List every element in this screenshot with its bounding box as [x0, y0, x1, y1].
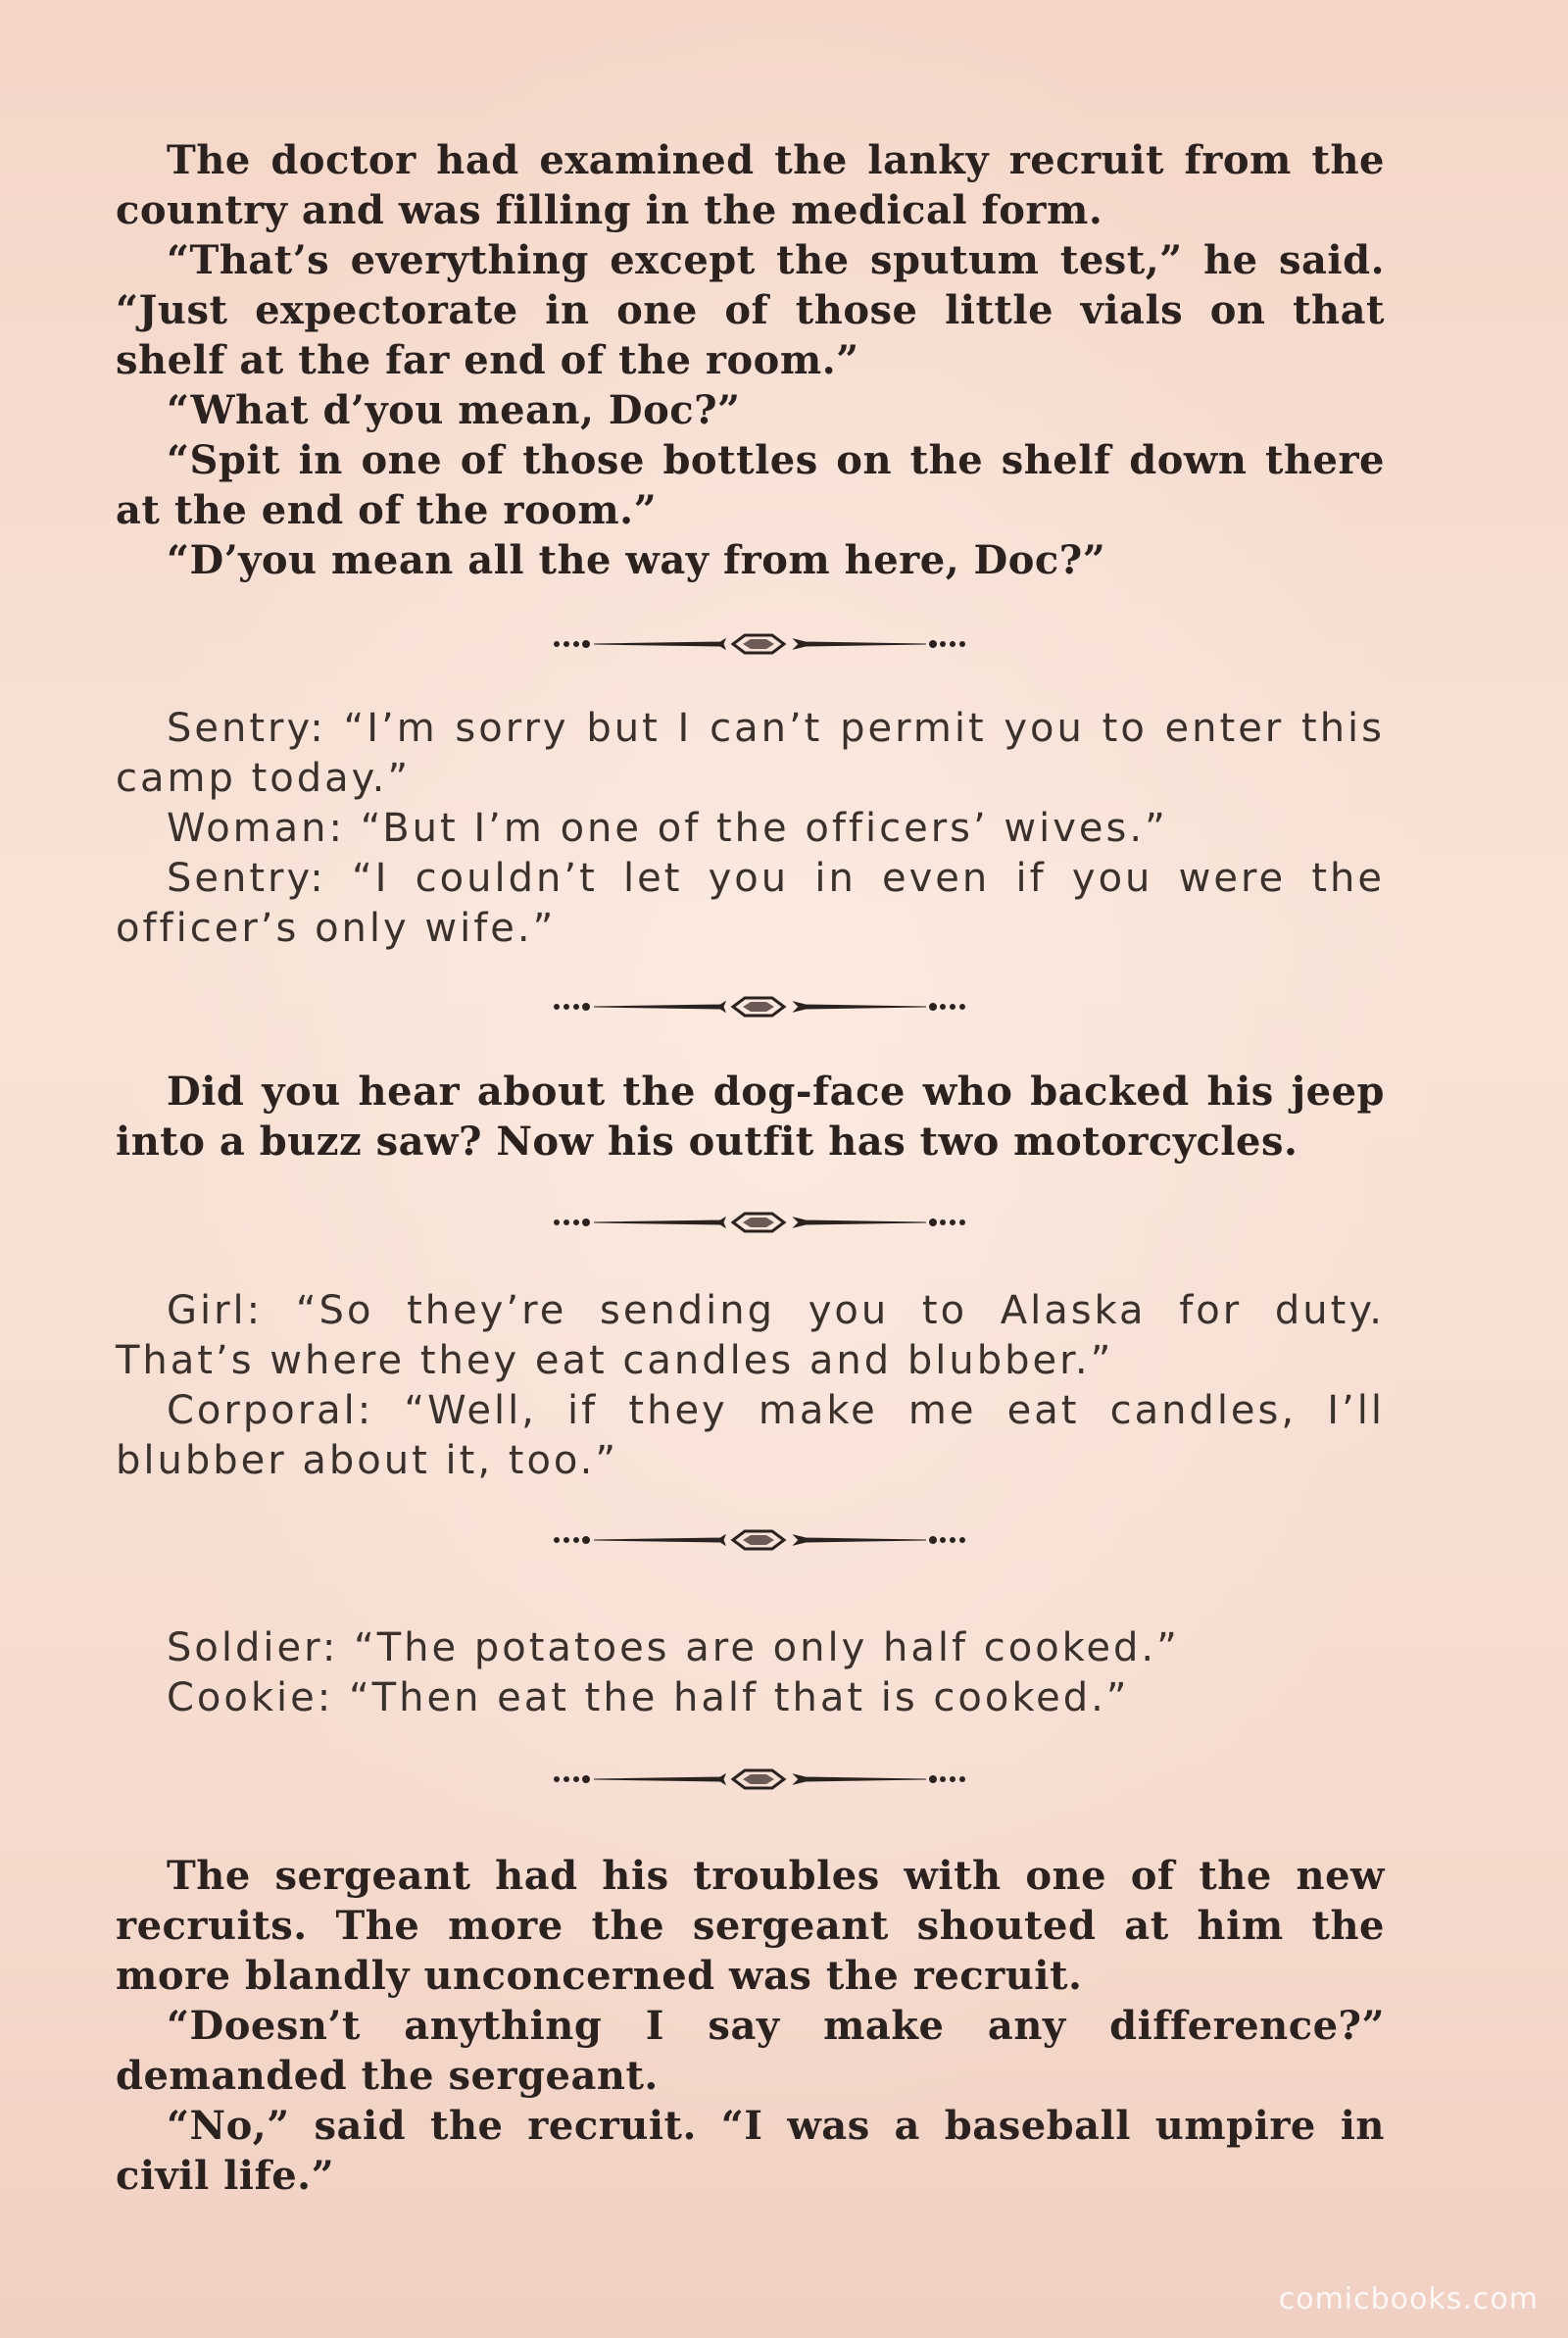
joke-paragraph: Woman: “But I’m one of the officers’ wives.” — [167, 806, 1168, 851]
joke-paragraph: Did you hear about the dog-face who backed his jeep into a buzz saw? Now his outfit has two motorcycles. — [116, 1069, 1385, 1165]
joke-sentry — [116, 704, 1385, 954]
site-watermark: comicbooks.com — [1278, 2282, 1539, 2316]
joke-paragraph: “No,” said the recruit. “I was a baseball umpire in civil life.” — [116, 2103, 1385, 2199]
joke-paragraph: “That’s everything except the sputum test,” he said. “Just expectorate in one of those little vials on that shelf at the far end of the room.” — [116, 237, 1385, 383]
joke-jeep — [116, 1067, 1385, 1167]
joke-paragraph: Sentry: “I’m sorry but I can’t permit you to enter this camp today.” — [116, 706, 1385, 801]
joke-paragraph: “What d’you mean, Doc?” — [167, 387, 741, 433]
joke-paragraph: “Spit in one of those bottles on the shelf down there at the end of the room.” — [116, 437, 1385, 533]
joke-paragraph: Corporal: “Well, if they make me eat candles, I’ll blubber about it, too.” — [116, 1388, 1385, 1483]
joke-paragraph: Cookie: “Then eat the half that is cooked.” — [167, 1675, 1130, 1720]
joke-paragraph: “Doesn’t anything I say make any difference?” demanded the sergeant. — [116, 2003, 1385, 2099]
joke-sergeant — [116, 1851, 1385, 2201]
joke-paragraph: Girl: “So they’re sending you to Alaska for duty. That’s where they eat candles and blubber.” — [116, 1288, 1385, 1383]
joke-paragraph: The doctor had examined the lanky recruit from the country and was filling in the medical form. — [116, 137, 1385, 233]
ornamental-rule-icon — [549, 1765, 970, 1794]
joke-alaska — [116, 1286, 1385, 1486]
ornamental-rule-icon — [549, 992, 970, 1021]
joke-paragraph: “D’you mean all the way from here, Doc?” — [167, 537, 1106, 583]
joke-paragraph: The sergeant had his troubles with one of the new recruits. The more the sergeant shouted at him the more blandly unconcerned was the recruit. — [116, 1853, 1385, 1999]
ornamental-rule-icon — [549, 1525, 970, 1555]
ornamental-rule-icon — [549, 1208, 970, 1237]
joke-paragraph: Soldier: “The potatoes are only half cooked.” — [167, 1625, 1180, 1670]
joke-doctor — [116, 135, 1385, 585]
joke-paragraph: Sentry: “I couldn’t let you in even if you were the officer’s only wife.” — [116, 856, 1385, 951]
joke-potatoes — [116, 1623, 1385, 1723]
ornamental-rule-icon — [549, 629, 970, 659]
